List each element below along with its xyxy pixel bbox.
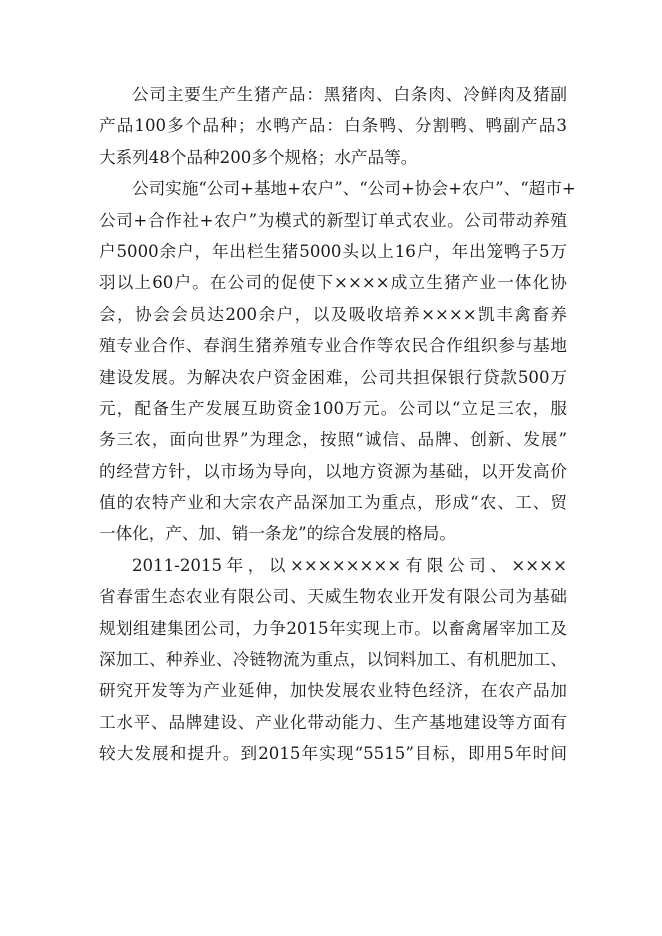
paragraph	[99, 79, 567, 173]
text-line: 研究开发等为产业延伸，加快发展农业特色经济，在农产品加	[99, 681, 567, 701]
text-line: 深加工、种养业、冷链物流为重点，以饲料加工、有机肥加工、	[99, 650, 567, 670]
text-line: 公司+合作社+农户”为模式的新型订单式农业。公司带动养殖	[99, 210, 567, 230]
text-line: 户5000余户，年出栏生猪5000头以上16户，年出笼鸭子5万	[99, 241, 567, 261]
text-line: 的经营方针，以市场为导向，以地方资源为基础，以开发高价	[99, 461, 567, 481]
text-line: 羽以上60户。在公司的促使下××××成立生猪产业一体化协	[99, 273, 567, 293]
text-line: 元，配备生产发展互助资金100万元。公司以“立足三农，服	[99, 398, 567, 418]
text-line: 省春雷生态农业有限公司、天威生物农业开发有限公司为基础	[99, 587, 567, 607]
text-line: 较大发展和提升。到2015年实现“5515”目标，即用5年时间	[99, 744, 567, 764]
text-line: 务三农，面向世界”为理念，按照“诚信、品牌、创新、发展”	[99, 430, 567, 450]
text-line: 大系列48个品种200多个规格；水产品等。	[99, 147, 418, 167]
document-body	[99, 79, 576, 770]
text-line: 公司主要生产生猪产品：黑猪肉、白条肉、冷鲜肉及猪副	[132, 85, 567, 104]
text-line: 一体化，产、加、销一条龙”的综合发展的格局。	[99, 524, 456, 544]
text-line: 会，协会会员达200余户，以及吸收培养××××凯丰禽畜养	[99, 304, 567, 324]
paragraph	[99, 550, 567, 770]
text-line: 公司实施“公司+基地+农户”、“公司+协会+农户”、“超市+	[132, 179, 576, 199]
text-line: 产品100多个品种；水鸭产品：白条鸭、分割鸭、鸭副产品3	[99, 116, 567, 136]
paragraph	[99, 173, 576, 550]
text-line: 殖专业合作、春润生猪养殖专业合作等农民合作组织参与基地	[99, 336, 567, 356]
text-line: 规划组建集团公司，力争2015年实现上市。以畜禽屠宰加工及	[99, 618, 567, 638]
text-line: 值的农特产业和大宗农产品深加工为重点，形成“农、工、贸	[99, 493, 567, 513]
text-line: 工水平、品牌建设、产业化带动能力、生产基地建设等方面有	[99, 712, 567, 732]
text-line: 2011-2015年，以××××××××有限公司、××××	[132, 555, 567, 575]
text-line: 建设发展。为解决农户资金困难，公司共担保银行贷款500万	[99, 367, 567, 387]
